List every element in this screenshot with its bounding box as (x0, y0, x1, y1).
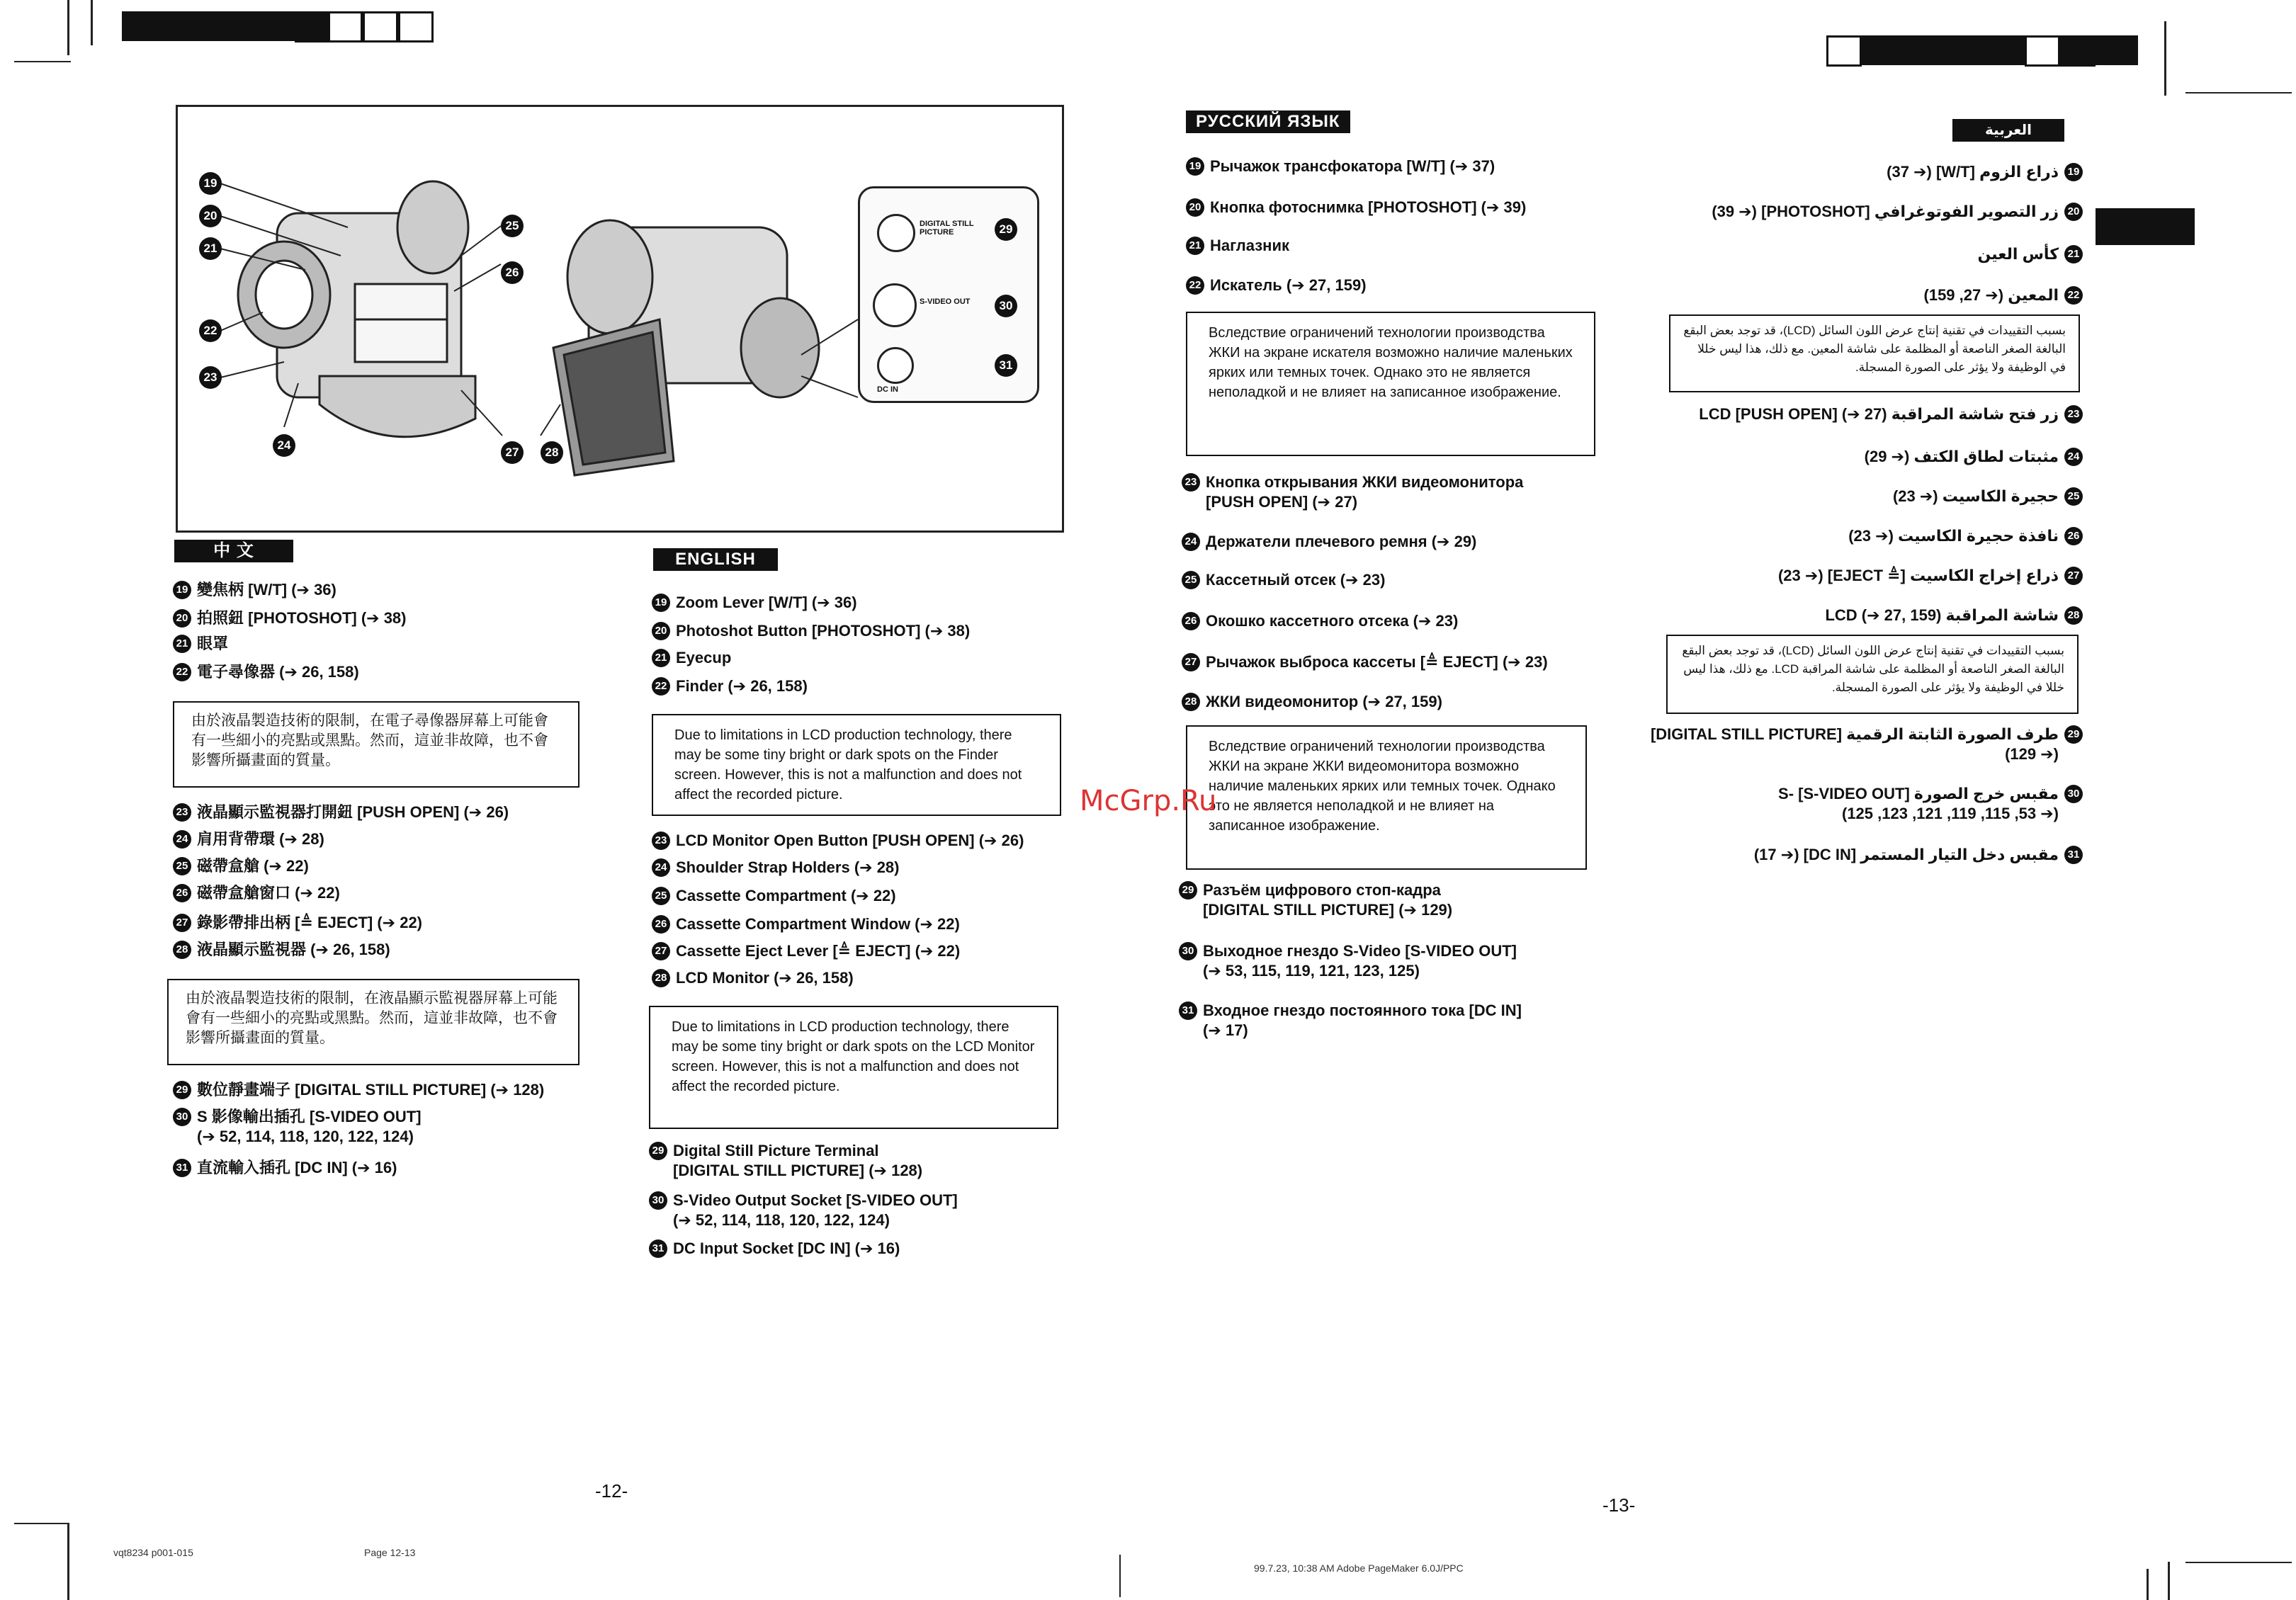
ar-item-24: 24مثبتات لطاق الكتف (➔ 29) (1658, 446, 2083, 467)
callout-25: 25 (501, 215, 524, 237)
ru-item-22: 22 Искатель (➔ 27, 159) (1186, 275, 1367, 295)
ar-item-31: 31مقبس دخل التيار المستمر [DC IN] (➔ 17) (1629, 844, 2083, 865)
connector-inset (858, 186, 1039, 403)
zh-note-lcd: 由於液晶製造技術的限制，在液晶顯示監視器屏幕上可能會有一些細小的亮點或黑點。然而，這並非故障，也不會影響所攝畫面的質量。 (167, 979, 579, 1065)
ar-item-23: 23زر فتح شاشة المراقبة LCD [PUSH OPEN] (➔ 27) (1658, 404, 2083, 424)
ru-item-30: 30 Выходное гнездо S-Video [S-VIDEO OUT] (➔ 53, 115, 119, 121, 123, 125) (1179, 941, 1517, 981)
en-item-26: 26 Cassette Compartment Window (➔ 22) (652, 914, 960, 934)
callout-30: 30 (995, 295, 1017, 317)
ru-note-finder: Вследствие ограничений технологии производства ЖКИ на экране искателя возможно наличие маленьких ярких или темных точек. Однако это не является неполадкой и не влияет на записанное изображение. (1186, 312, 1595, 456)
zh-item-19: 19 變焦柄 [W/T] (➔ 36) (173, 579, 337, 600)
svideo-jack (873, 283, 917, 327)
left-header-box (295, 11, 330, 42)
page-number-right: -13- (1602, 1494, 1636, 1516)
ar-item-21: 21كأس العين (1686, 244, 2083, 264)
zh-note-finder: 由於液晶製造技術的限制，在電子尋像器屏幕上可能會有一些細小的亮點或黑點。然而，這並非故障，也不會影響所攝畫面的質量。 (173, 701, 579, 788)
callout-26: 26 (501, 261, 524, 284)
crop-mark (2164, 21, 2166, 96)
en-item-24: 24 Shoulder Strap Holders (➔ 28) (652, 857, 900, 878)
en-item-27: 27 Cassette Eject Lever [≜ EJECT] (➔ 22) (652, 941, 960, 961)
dcin-label: DC IN (877, 385, 898, 394)
en-item-23: 23 LCD Monitor Open Button [PUSH OPEN] (➔ 26) (652, 830, 1024, 851)
en-note-finder: Due to limitations in LCD production technology, there may be some tiny bright or dark spots on the Finder screen. However, this is not a malfunction and does not affect the recorded picture. (652, 714, 1061, 816)
callout-22: 22 (199, 319, 222, 342)
ru-item-23: 23 Кнопка открывания ЖКИ видеомонитора [PUSH OPEN] (➔ 27) (1182, 472, 1523, 512)
zh-item-27: 27 錄影帶排出柄 [≜ EJECT] (➔ 22) (173, 912, 422, 933)
ru-item-29: 29 Разъём цифрового стоп-кадра [DIGITAL STILL PICTURE] (➔ 129) (1179, 880, 1452, 920)
zh-item-31: 31 直流輸入插孔 [DC IN] (➔ 16) (173, 1157, 397, 1178)
ru-item-28: 28 ЖКИ видеомонитор (➔ 27, 159) (1182, 691, 1442, 712)
en-item-31: 31 DC Input Socket [DC IN] (➔ 16) (649, 1238, 900, 1259)
footer-file: vqt8234 p001-015 (113, 1547, 193, 1558)
ru-item-26: 26 Окошко кассетного отсека (➔ 23) (1182, 611, 1458, 631)
crop-mark (14, 1523, 67, 1524)
right-header-bar (1862, 35, 2025, 65)
zh-item-25: 25 磁帶盒艙 (➔ 22) (173, 856, 309, 876)
callout-29: 29 (995, 218, 1017, 241)
ru-note-lcd: Вследствие ограничений технологии производства ЖКИ на экране ЖКИ видеомонитора возможно наличие маленьких ярких или темных точек. Однако это не является неполадкой и не влияет на записанное изображение. (1186, 725, 1587, 870)
russian-tag: РУССКИЙ ЯЗЫК (1186, 110, 1350, 133)
en-item-21: 21 Eyecup (652, 647, 731, 668)
side-tab (2096, 208, 2195, 245)
watermark: McGrp.Ru (1080, 785, 1217, 817)
ar-item-22: 22المعين (➔ 27, 159) (1686, 285, 2083, 305)
crop-mark (2185, 92, 2292, 93)
zh-item-26: 26 磁帶盒艙窗口 (➔ 22) (173, 883, 340, 903)
zh-item-20: 20 拍照鈕 [PHOTOSHOT] (➔ 38) (173, 608, 407, 628)
right-header-bar (2096, 35, 2138, 65)
crop-mark (2185, 1562, 2292, 1563)
en-item-25: 25 Cassette Compartment (➔ 22) (652, 885, 896, 906)
ar-item-29: 29طرف الصورة الثابتة الرقمية [DIGITAL STILL PICTURE] (➔ 129) (1629, 724, 2083, 764)
left-header-box (398, 11, 434, 42)
en-item-29: 29 Digital Still Picture Terminal [DIGITAL STILL PICTURE] (➔ 128) (649, 1140, 922, 1181)
ru-item-20: 20 Кнопка фотоснимка [PHOTOSHOT] (➔ 39) (1186, 197, 1526, 217)
ar-item-20: 20زر التصوير الفوتوغرافي [PHOTOSHOT] (➔ 39) (1686, 201, 2083, 222)
en-item-22: 22 Finder (➔ 26, 158) (652, 676, 808, 696)
zh-item-23: 23 液晶顯示監視器打開鈕 [PUSH OPEN] (➔ 26) (173, 802, 509, 822)
footer-page: Page 12-13 (364, 1547, 416, 1558)
en-item-30: 30 S-Video Output Socket [S-VIDEO OUT] (➔ 52, 114, 118, 120, 122, 124) (649, 1190, 958, 1230)
right-header-box (2060, 35, 2096, 67)
zh-item-29: 29 數位靜畫端子 [DIGITAL STILL PICTURE] (➔ 128) (173, 1079, 544, 1100)
ar-note-lcd: بسبب التقييدات في تقنية إنتاج عرض اللون السائل (LCD)، قد توجد بعض البقع البالغة الصغر الناصعة أو المظلمة على شاشة المراقبة LCD. مع ذلك، هذا ليس خللا في الوظيفة ولا يؤثر على الصورة المسجلة. (1666, 635, 2079, 714)
crop-mark (67, 0, 69, 55)
ar-item-26: 26نافذة حجيرة الكاسيت (➔ 23) (1658, 526, 2083, 546)
dsc-jack (877, 214, 915, 252)
crop-mark (1119, 1555, 1121, 1597)
callout-20: 20 (199, 205, 222, 227)
callout-21: 21 (199, 237, 222, 260)
ar-item-25: 25حجيرة الكاسيت (➔ 23) (1658, 486, 2083, 506)
dcin-jack (877, 347, 914, 384)
right-header-box (1826, 35, 1862, 67)
crop-mark (14, 61, 71, 62)
callout-19: 19 (199, 172, 222, 195)
zh-item-28: 28 液晶顯示監視器 (➔ 26, 158) (173, 939, 390, 960)
crop-mark (67, 1523, 69, 1600)
left-header-box (327, 11, 363, 42)
callout-23: 23 (199, 366, 222, 389)
crop-mark (2147, 1569, 2149, 1600)
callout-31: 31 (995, 354, 1017, 377)
ar-item-27: 27ذراع إخراج الكاسيت [≜ EJECT] (➔ 23) (1658, 565, 2083, 586)
page-number-left: -12- (595, 1480, 628, 1502)
ru-item-19: 19 Рычажок трансфокатора [W/T] (➔ 37) (1186, 156, 1495, 176)
ar-item-19: 19ذراع الزوم [W/T] (➔ 37) (1686, 161, 2083, 182)
callout-24: 24 (273, 434, 295, 457)
ar-item-30: 30مقبس خرج الصورة S- [S-VIDEO OUT] (➔ 53, 115, 119, 121, 123, 125) (1629, 783, 2083, 824)
ru-item-27: 27 Рычажок выброса кассеты [≜ EJECT] (➔ 23) (1182, 652, 1548, 672)
ar-note-finder: بسبب التقييدات في تقنية إنتاج عرض اللون السائل (LCD)، قد توجد بعض البقع البالغة الصغر الناصعة أو المظلمة على شاشة المعين. مع ذلك، هذا ليس خللا في الوظيفة ولا يؤثر على الصورة المسجلة. (1669, 314, 2080, 392)
ar-item-28: 28شاشة المراقبة LCD (➔ 27, 159) (1658, 605, 2083, 625)
dsc-label: DIGITAL STILL PICTURE (920, 220, 974, 237)
en-item-28: 28 LCD Monitor (➔ 26, 158) (652, 968, 854, 988)
en-item-20: 20 Photoshot Button [PHOTOSHOT] (➔ 38) (652, 620, 970, 641)
arabic-tag: العربية (1952, 119, 2064, 142)
right-header-box (2025, 35, 2060, 67)
callout-27: 27 (501, 441, 524, 464)
chinese-tag: 中 文 (174, 540, 293, 562)
ru-item-24: 24 Держатели плечевого ремня (➔ 29) (1182, 531, 1476, 552)
crop-mark (2168, 1562, 2170, 1600)
ru-item-25: 25 Кассетный отсек (➔ 23) (1182, 569, 1385, 590)
camera-figure (176, 105, 1064, 533)
zh-item-30: 30 S 影像輸出插孔 [S-VIDEO OUT] (➔ 52, 114, 118, 120, 122, 124) (173, 1106, 422, 1147)
left-header-box (363, 11, 398, 42)
ru-item-31: 31 Входное гнездо постоянного тока [DC IN] (➔ 17) (1179, 1000, 1522, 1040)
crop-mark (91, 0, 93, 45)
zh-item-22: 22 電子尋像器 (➔ 26, 158) (173, 662, 359, 682)
zh-item-21: 21 眼罩 (173, 633, 228, 654)
footer-timestamp: 99.7.23, 10:38 AM Adobe PageMaker 6.0J/PPC (1254, 1562, 1464, 1574)
en-note-lcd: Due to limitations in LCD production technology, there may be some tiny bright or dark spots on the LCD Monitor screen. However, this is not a malfunction and does not affect the recorded picture. (649, 1006, 1058, 1129)
ru-item-21: 21 Наглазник (1186, 235, 1289, 256)
zh-item-24: 24 肩用背帶環 (➔ 28) (173, 829, 324, 849)
english-tag: ENGLISH (653, 548, 778, 571)
svideo-label: S-VIDEO OUT (920, 297, 971, 306)
callout-28: 28 (541, 441, 563, 464)
en-item-19: 19 Zoom Lever [W/T] (➔ 36) (652, 592, 857, 613)
